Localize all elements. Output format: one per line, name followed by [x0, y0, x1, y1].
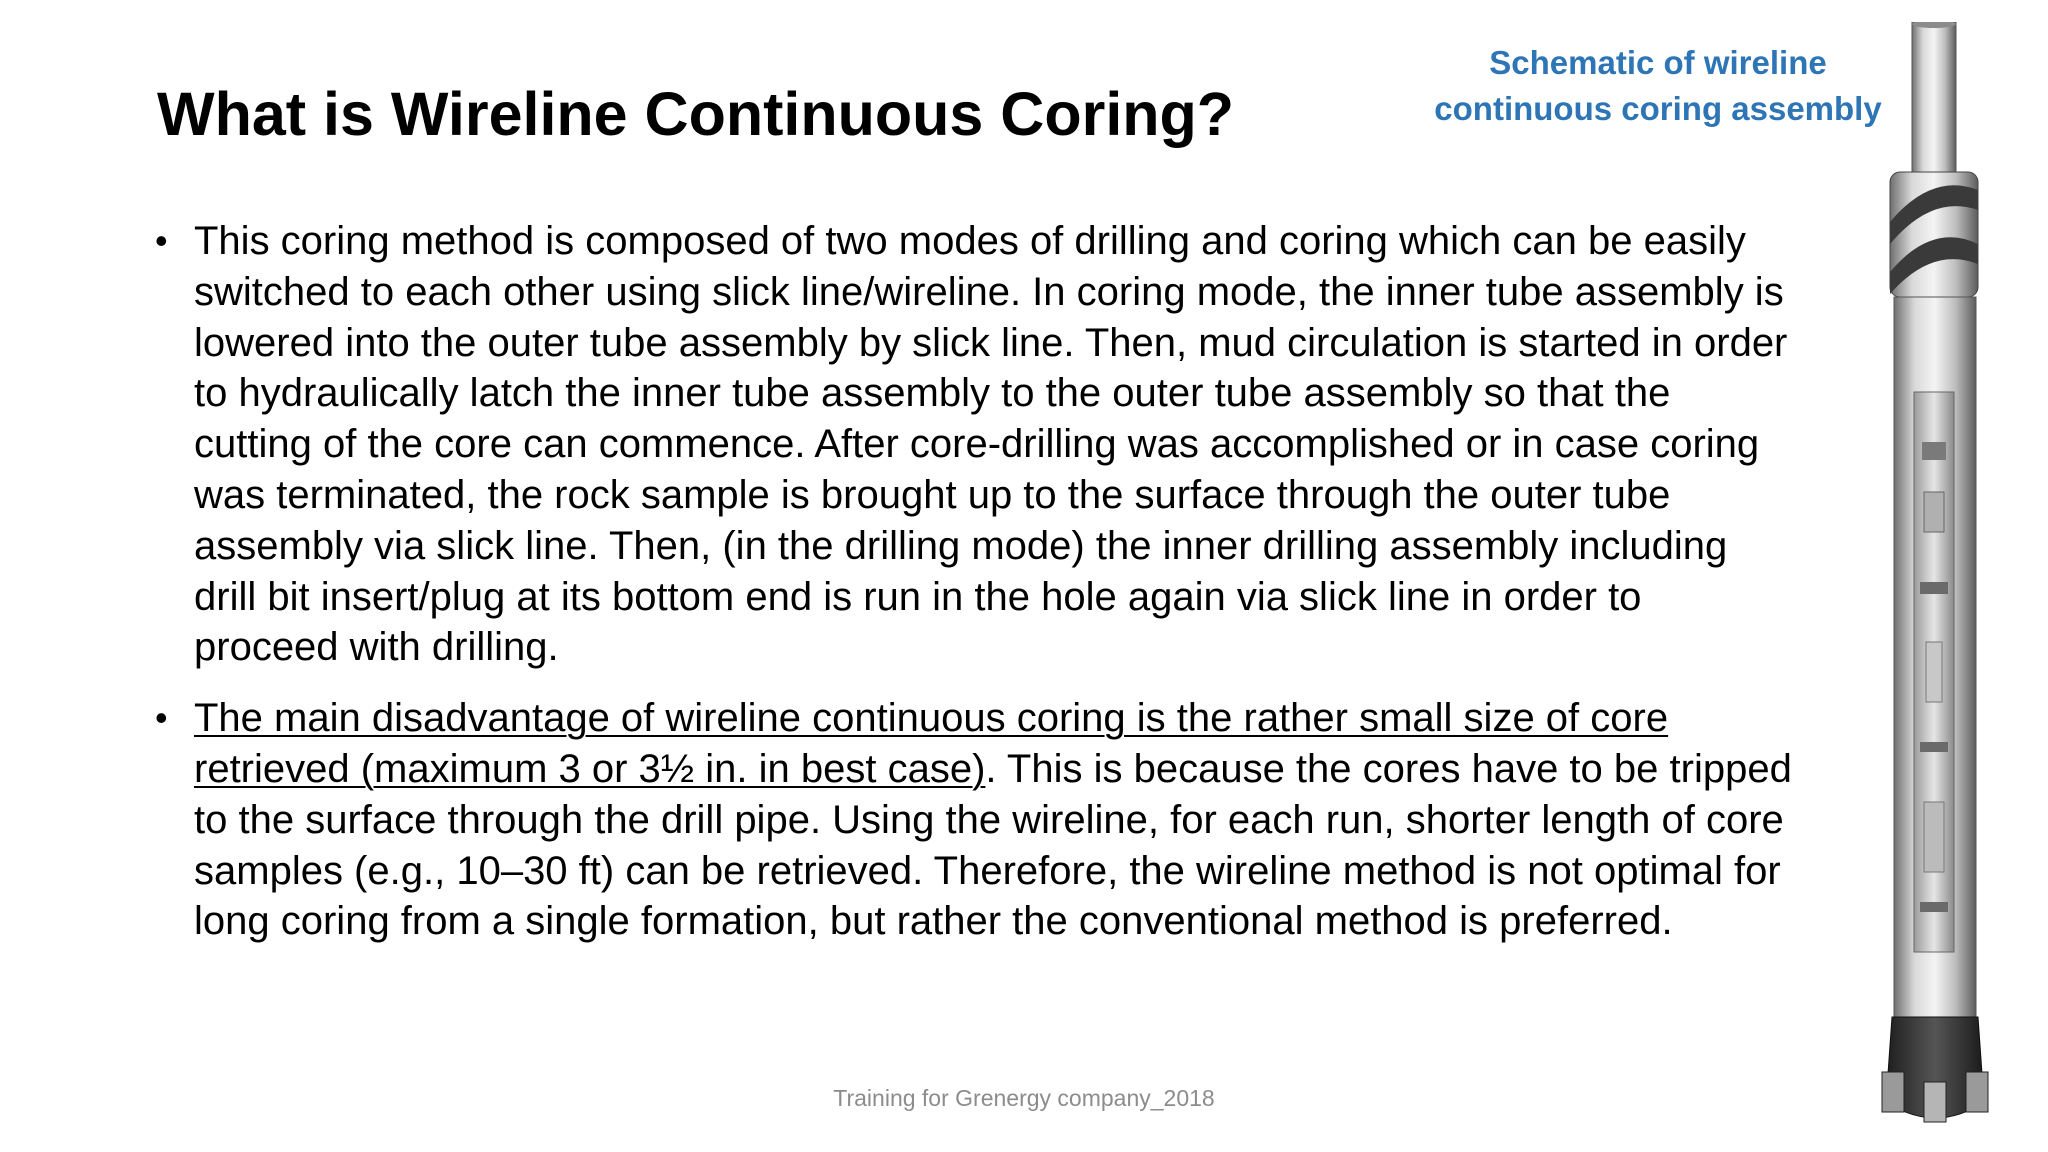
inner-tube-detail — [1926, 642, 1942, 702]
bullet-text: This coring method is composed of two modes of drilling and coring which can be easily switched to each other using slick line/wireline. In coring mode, the inner tube assembly is lowered into the outer tube assembly by slick line. Then, mud circulation is started in order to hydraulically latch the inner tube assembly to the outer tube assembly so that the cutting of the core can commence. After core-drilling was accomplished or in case coring was terminated, the rock sample is brought up to the surface through the outer tube assembly via slick line. Then, (in the drilling mode) the inner drilling assembly including drill bit insert/plug at its bottom end is run in the hole again via slick line in order to proceed with drilling. — [194, 219, 1788, 670]
drill-pipe — [1912, 22, 1956, 172]
bit-cutter — [1924, 1082, 1946, 1122]
caption-line-2: continuous coring assembly — [1434, 90, 1882, 127]
caption-line-1: Schematic of wireline — [1489, 44, 1827, 81]
inner-tube-detail — [1924, 492, 1944, 532]
inner-tube-detail — [1920, 902, 1948, 912]
bullet-marker: • — [155, 220, 168, 261]
inner-tube-detail — [1920, 742, 1948, 752]
schematic-caption — [1408, 40, 1908, 132]
bullet-marker: • — [155, 697, 168, 739]
inner-tube-detail — [1924, 802, 1944, 872]
inner-tube-detail — [1920, 582, 1948, 594]
bullet-emphasis-text: The main disadvantage of wireline continuous coring is the rather small size of core retrieved (maximum 3 or 3½ in. in best case) — [194, 696, 1669, 791]
bit-cutter — [1882, 1072, 1904, 1112]
bit-cutter — [1966, 1072, 1988, 1112]
bullet-list — [155, 216, 1795, 947]
bullet-item — [155, 216, 1795, 673]
inner-tube-detail — [1922, 442, 1946, 460]
slide-title: What is Wireline Continuous Coring? — [157, 80, 1235, 148]
bullet-text: . This is because the cores have to be tripped to the surface through the drill pipe. Using the wireline, for each run, shorter length of core samples (e.g., 10–30 ft) can be retrieved. Therefore, the wireline method is not optimal for long coring from a single formation, but rather the conventional method is preferred. — [194, 746, 1792, 944]
bullet-item — [155, 693, 1795, 947]
wireline-coring-assembly-illustration — [1872, 22, 2012, 1137]
slide-footer: Training for Grenergy company_2018 — [833, 1085, 1215, 1111]
